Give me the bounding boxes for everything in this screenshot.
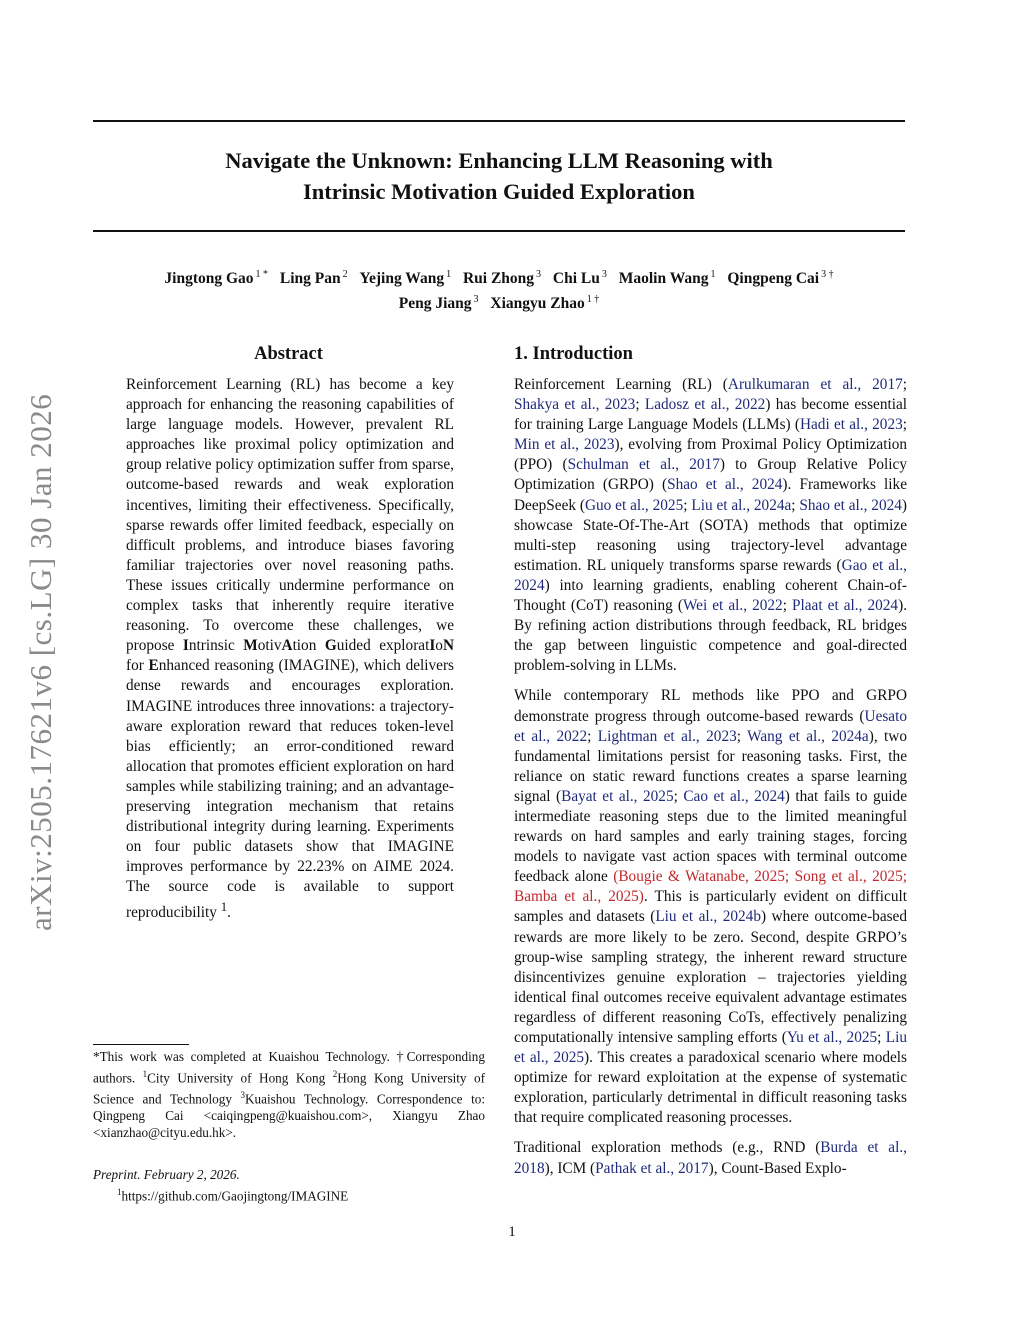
- title-line-1: Navigate the Unknown: Enhancing LLM Reasoning with: [225, 148, 773, 173]
- citation-link[interactable]: Yu et al., 2025: [786, 1029, 878, 1046]
- acronym-letter: G: [324, 637, 337, 655]
- footnote-mark[interactable]: 1: [220, 900, 228, 915]
- acronym-letter: I: [182, 637, 189, 655]
- github-link[interactable]: https://github.com/Gaojingtong/IMAGINE: [121, 1188, 349, 1204]
- acronym-letter: M: [243, 637, 258, 655]
- introduction-body: [514, 375, 907, 1189]
- title-rule-bottom: [93, 230, 905, 232]
- acronym-letter: E: [148, 657, 159, 675]
- author-line-2: [93, 289, 905, 314]
- abstract-body: Reinforcement Learning (RL) has become a key approach for enhancing the reasoning capabilities of large language models. However, prevalent RL approaches like proximal policy optimization and group relative policy optimization suffer from sparse, outcome-based rewards and weak exploration incentives, limiting their effectiveness. Specifically, sparse rewards offer limited feedback, especially on difficult problems, and introduce biases favoring familiar trajectories over novel reasoning paths. These issues critically undermine performance on complex tasks that inherently require iterative reasoning. To overcome these challenges, we propose Intrinsic MotivAtion Guided exploratIoN for Enhanced reasoning (IMAGINE), which delivers dense rewards and encourages exploration. IMAGINE introduces three innovations: a trajectory-aware exploration reward that reduces token-level bias efficiently; an error-conditioned reward allocation that promotes efficient exploration on hard samples while stabilizing training; and an advantage-preserving integration mechanism that retains distributional integrity during learning. Experiments on four public datasets show that IMAGINE improves performance by 22.23% on AIME 2024. The source code is available to support reproducibility $^1$.: [126, 376, 455, 922]
- citation-link[interactable]: (Bougie & Watanabe, 2025; Song et al., 2025; Bamba et al., 2025): [514, 868, 907, 906]
- citation-link[interactable]: Pathak et al., 2017: [595, 1159, 709, 1177]
- citation-link[interactable]: Shakya et al., 2023: [514, 396, 636, 414]
- author: Maolin Wang $^1$: [618, 269, 716, 288]
- author-list: [93, 264, 905, 314]
- citation-link[interactable]: Shao et al., 2024: [799, 496, 902, 514]
- footnote-rule: [93, 1044, 189, 1045]
- citation-link[interactable]: Guo et al., 2025: [584, 496, 684, 514]
- citation-link[interactable]: Burda et al., 2018: [514, 1139, 907, 1177]
- citation-link[interactable]: Cao et al., 2024: [683, 787, 785, 805]
- acronym-letter: A: [281, 637, 293, 655]
- title-line-2: Intrinsic Motivation Guided Exploration: [303, 179, 695, 204]
- intro-paragraph-1: Reinforcement Learning (RL) (Arulkumaran et al., 2017; Shakya et al., 2023; Ladosz et al., 2022) has become essential for training Large Language Models (LLMs) (Hadi et al., 2023; Min et al., 2023), evolving from Proximal Policy Optimization (PPO) (Schulman et al., 2017) to Group Relative Policy Optimization (GRPO) (Shao et al., 2024). Frameworks like DeepSeek (Guo et al., 2025; Liu et al., 2024a; Shao et al., 2024) showcase State-Of-The-Art (SOTA) methods that optimize multi-step reasoning using trajectory-level advantage estimation. RL uniquely transforms sparse rewards (Gao et al., 2024) into learning gradients, enabling coherent Chain-of-Thought (CoT) reasoning (Wei et al., 2022; Plaat et al., 2024). By refining action distributions through feedback, RL bridges the gap between linguistic competence and goal-directed problem-solving in LLMs.: [514, 376, 908, 675]
- affiliation-footnote: *This work was completed at Kuaishou Technology. †Corresponding authors. $^1$City University of Hong Kong $^2$Hong Kong University of Science and Technology $^3$Kuaishou Technology. Correspondence to: Qingpeng Cai <caiqingpeng@kuaishou.com>, Xiangyu Zhao <xianzhao@cityu.edu.hk>.: [93, 1049, 485, 1140]
- abstract-text-1: Reinforcement Learning (RL) has become a key approach for enhancing the reasoning capabilities of large language models. However, prevalent RL approaches like proximal policy optimization and group relative policy optimization suffer from sparse, outcome-based rewards and weak exploration incentives, limiting their effectiveness. Specifically, sparse rewards offer limited feedback, especially on difficult problems, and introduce biases favoring familiar trajectories over novel reasoning paths. These issues critically undermine performance on complex tasks that inherently require iterative reasoning. To overcome these challenges, we propose: [126, 376, 454, 655]
- citation-link[interactable]: Schulman et al., 2017: [567, 456, 720, 474]
- acronym-letter: N: [442, 637, 455, 655]
- intro-paragraph-3: Traditional exploration methods (e.g., RND (Burda et al., 2018), ICM (Pathak et al., 2017), Count-Based Explo-: [514, 1139, 907, 1177]
- citation-link[interactable]: Wang et al., 2024a: [747, 727, 869, 745]
- title-rule-top: [93, 120, 905, 122]
- acronym-expansion: Intrinsic MotivAtion Guided exploratIoN for Enhanced: [126, 637, 455, 675]
- preprint-note: Preprint. February 2, 2026.: [93, 1167, 240, 1182]
- author: Qingpeng Cai $^{3 \dagger}$: [727, 269, 834, 288]
- citation-link[interactable]: Ladosz et al., 2022: [644, 396, 766, 414]
- author: Yejing Wang $^1$: [359, 269, 452, 288]
- arxiv-stamp: arXiv:2505.17621v6 [cs.LG] 30 Jan 2026: [23, 393, 58, 931]
- author: Chi Lu $^3$: [552, 269, 607, 288]
- abstract-heading: Abstract: [254, 344, 323, 364]
- citation-link[interactable]: Wei et al., 2022: [682, 597, 783, 615]
- acronym-letter: I: [429, 637, 436, 655]
- citation-link[interactable]: Plaat et al., 2024: [792, 597, 899, 615]
- citation-link[interactable]: Shao et al., 2024: [667, 476, 783, 494]
- citation-link[interactable]: Arulkumaran et al., 2017: [727, 376, 903, 393]
- page-number: 1: [508, 1224, 516, 1240]
- introduction-heading: 1. Introduction: [514, 344, 633, 364]
- author: Xiangyu Zhao $^{1 \dagger}$: [490, 294, 600, 313]
- citation-link[interactable]: Uesato et al., 2022: [514, 707, 907, 745]
- author: Ling Pan $^2$: [279, 269, 348, 288]
- author-line-1: [93, 264, 905, 289]
- citation-link[interactable]: Liu et al., 2024b: [655, 908, 761, 926]
- intro-paragraph-2: While contemporary RL methods like PPO and GRPO demonstrate progress through outcome-based rewards (Uesato et al., 2022; Lightman et al., 2023; Wang et al., 2024a), two fundamental limitations persist for reasoning tasks. First, the reliance on static reward functions creates a sparse learning signal (Bayat et al., 2025; Cao et al., 2024) that fails to guide intermediate reasoning steps due to the limited meaningful rewards on hard samples and early training stages, forcing models to navigate vast action spaces with terminal outcome feedback alone (Bougie & Watanabe, 2025; Song et al., 2025; Bamba et al., 2025). This is particularly evident on difficult samples and datasets (Liu et al., 2024b) where outcome-based rewards are more likely to be zero. Second, despite GRPO’s group-wise sampling strategy, the inherent reward structure disincentivizes genuine exploration – trajectories yielding identical final outcomes receive equivalent advantage estimates regardless of different reasoning CoTs, effectively penalizing computationally intensive sampling efforts (Yu et al., 2025; Liu et al., 2025). This creates a paradoxical scenario where models optimize for reward exploitation at the expense of systematic exploration, particularly detrimental in difficult reasoning tasks that require complicated reasoning processes.: [514, 687, 907, 1127]
- citation-link[interactable]: Hadi et al., 2023: [799, 416, 903, 434]
- author: Peng Jiang $^3$: [398, 294, 479, 313]
- citation-link[interactable]: Liu et al., 2024a: [691, 496, 792, 514]
- citation-link[interactable]: Liu et al., 2025: [514, 1029, 907, 1067]
- paper-title: [93, 145, 905, 207]
- github-footnote: $^1$https://github.com/Gaojingtong/IMAGINE: [117, 1187, 349, 1204]
- citation-link[interactable]: Bayat et al., 2025: [561, 787, 674, 805]
- author: Rui Zhong $^3$: [462, 269, 542, 288]
- citation-link[interactable]: Gao et al., 2024: [514, 556, 907, 594]
- author: Jingtong Gao $^{1 *}$: [164, 269, 269, 288]
- citation-link[interactable]: Min et al., 2023: [514, 436, 615, 454]
- citation-link[interactable]: Lightman et al., 2023: [597, 727, 737, 745]
- abstract-text-2: reasoning (IMAGINE), which delivers dense rewards and encourages exploration. IMAGINE introduces three innovations: a trajectory-aware exploration reward that reduces token-level bias efficiently; an error-conditioned reward allocation that promotes efficient exploration on hard samples while stabilizing training; and an advantage-preserving integration mechanism that retains distributional integrity during learning. Experiments on four public datasets show that IMAGINE improves performance by 22.23% on AIME 2024. The source code is available to support reproducibility: [126, 657, 454, 922]
